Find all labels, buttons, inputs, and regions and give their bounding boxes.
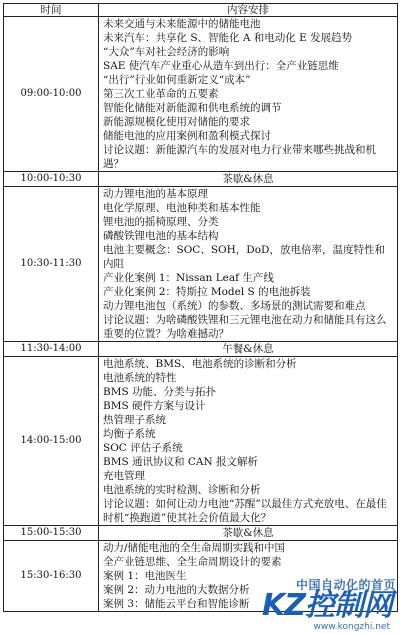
time-cell: 14:00-15:00 <box>4 357 99 526</box>
header-row <box>4 4 398 17</box>
content-line: 磷酸铁锂电池的基本结构 <box>103 230 219 242</box>
content-line: 动力/储能电池的全生命周期实践和中国 <box>103 542 286 554</box>
session-row <box>4 357 398 526</box>
content-line: 均衡子系统 <box>103 428 156 440</box>
time-cell: 15:00-15:30 <box>4 526 99 541</box>
time-cell: 10:30-11:30 <box>4 187 99 342</box>
content-line: 未来交通与未来能源中的储能电池 <box>103 18 261 30</box>
break-label: 午餐&休息 <box>99 342 398 357</box>
content-line: BMS 通讯协议和 CAN 报文解析 <box>103 456 258 468</box>
content-line: 新能源规模化使用对储能的要求 <box>103 116 250 128</box>
content-line: 电池系统的特性 <box>103 372 177 384</box>
time-cell: 10:00-10:30 <box>4 172 99 187</box>
content-line: 第三次工业革命的五要素 <box>103 88 219 100</box>
content-line: SAE 使汽车产业重心从造车到出行：全产业链思维 <box>103 60 339 72</box>
break-row <box>4 526 398 541</box>
header-time: 时间 <box>4 4 99 17</box>
content-line: 电池系统的实时检测、诊断和分析 <box>103 484 261 496</box>
break-label: 茶歇&休息 <box>99 172 398 187</box>
schedule-table <box>3 3 398 612</box>
content-line: 电化学原理、电池种类和基本性能 <box>103 202 261 214</box>
content-line: 全产业链思维、全生命周期设计的要素 <box>103 556 282 568</box>
content-line: 讨论议题：新能源汽车的发展对电力行业带来哪些挑战和机遇？ <box>103 144 376 170</box>
content-line: 充电管理 <box>103 470 145 482</box>
content-line: 未来汽车：共享化 S、智能化 A 和电动化 E 发展趋势 <box>103 32 353 44</box>
content-line: “大众”车对社会经济的影响 <box>103 46 230 58</box>
content-line: 电池主要概念：SOC、SOH，DoD，放电倍率，温度特性和内阻 <box>103 244 385 270</box>
time-cell: 15:30-16:30 <box>4 541 99 612</box>
content-line: 案例 3：储能云平台和智能诊断 <box>103 598 250 610</box>
session-row <box>4 187 398 342</box>
content-cell <box>99 17 398 172</box>
content-line: 动力锂电池包（系统）的参数、多场景的测试需要和难点 <box>103 300 366 312</box>
watermark-logo: KZ控制网 <box>262 588 392 623</box>
content-line: 产业化案例 1：Nissan Leaf 生产线 <box>103 272 274 284</box>
session-row <box>4 17 398 172</box>
content-line: 产业化案例 2：特斯拉 Model S 的电池拆装 <box>103 286 311 298</box>
content-line: 讨论议题：如何让动力电池“苏醒”以最佳方式充放电、在最佳时机“换跑道”使其社会价值最大化？ <box>103 498 387 524</box>
content-cell <box>99 541 398 612</box>
content-line: BMS 功能、分类与拓扑 <box>103 386 216 398</box>
content-line: 热管理子系统 <box>103 414 166 426</box>
content-line: BMS 硬件方案与设计 <box>103 400 206 412</box>
content-cell <box>99 357 398 526</box>
content-line: 锂电池的摇椅原理、分类 <box>103 216 219 228</box>
time-cell: 09:00-10:00 <box>4 17 99 172</box>
break-row <box>4 172 398 187</box>
content-line: “出行”行业如何重新定义“成本” <box>103 74 251 86</box>
header-content: 内容安排 <box>99 4 398 17</box>
content-line: 电池系统、BMS、电池系统的诊断和分析 <box>103 358 297 370</box>
session-row <box>4 541 398 612</box>
content-line: 储能电池的应用案例和盈利模式探讨 <box>103 130 271 142</box>
content-line: 案例 2：动力电池的大数据分析 <box>103 584 250 596</box>
watermark-url: www.kongzhi.net <box>313 622 390 632</box>
watermark-tagline: 中国自动化的首页 <box>295 578 396 592</box>
content-cell <box>99 187 398 342</box>
break-row <box>4 342 398 357</box>
content-line: 动力锂电池的基本原理 <box>103 188 208 200</box>
content-line: 案例 1：电池医生 <box>103 570 187 582</box>
content-line: 讨论议题：为啥磷酸铁锂和三元锂电池在动力和储能具有这么重要的位置？为啥难撼动？ <box>103 314 387 340</box>
break-label: 茶歇&休息 <box>99 526 398 541</box>
content-line: 智能化储能对新能源和供电系统的调节 <box>103 102 282 114</box>
content-line: SOC 评估子系统 <box>103 442 183 454</box>
time-cell: 11:30-14:00 <box>4 342 99 357</box>
